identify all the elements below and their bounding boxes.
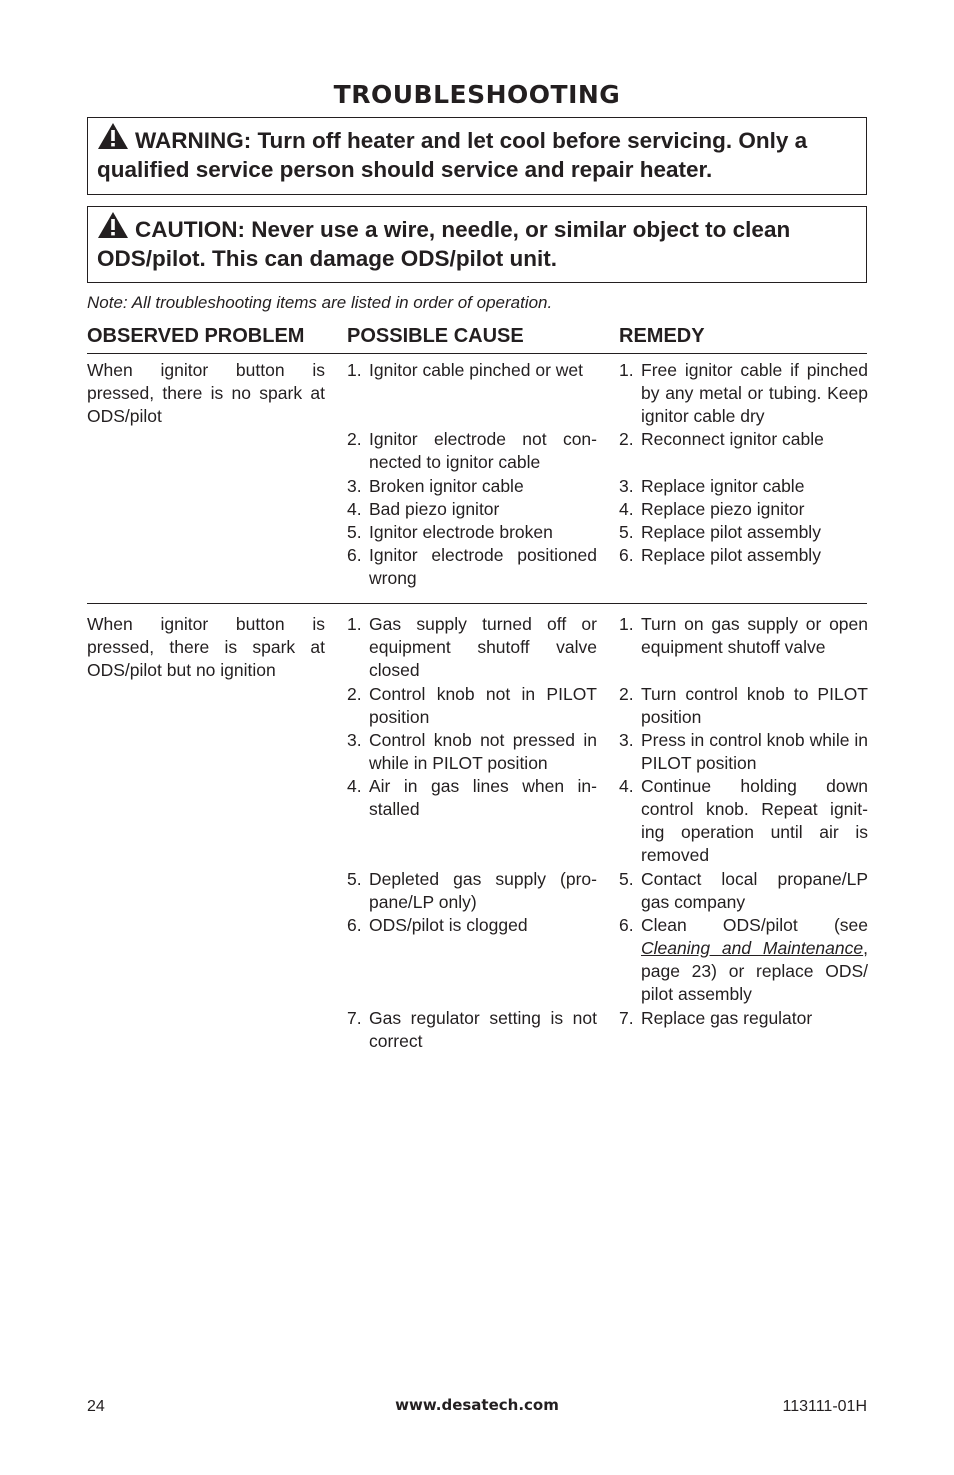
cause-item: 1. Ignitor cable pinched or wet bbox=[347, 360, 584, 380]
remedy-item: 5. Replace pilot assembly bbox=[619, 522, 821, 542]
cause-item: 6. Ignitor electrode positioned wrong bbox=[347, 545, 597, 588]
remedy-item: 6. Replace pilot assembly bbox=[619, 545, 821, 565]
website-link[interactable]: www.desatech.com bbox=[395, 1396, 559, 1414]
problem-cell: When ignitor button is pressed, there is spark at ODS/pilot but no ignition bbox=[87, 614, 325, 680]
warning-text: WARNING: Turn off heater and let cool before servicing. Only a qualified service person should service and repair heater. bbox=[97, 128, 808, 182]
header-remedy: REMEDY bbox=[619, 325, 705, 347]
cause-item: 2. Ignitor electrode not con-nected to ignitor cable bbox=[347, 429, 597, 472]
cleaning-maintenance-reference: Cleaning and Maintenance bbox=[641, 938, 864, 958]
warning-triangle-icon bbox=[97, 122, 129, 156]
cause-item: 2. Control knob not in PILOT position bbox=[347, 684, 597, 727]
header-divider bbox=[87, 353, 867, 354]
cause-item: 1. Gas supply turned off or equipment shutoff valve closed bbox=[347, 614, 597, 680]
cause-item: 7. Gas regulator setting is not correct bbox=[347, 1008, 597, 1051]
caution-text: CAUTION: Never use a wire, needle, or similar object to clean ODS/pilot. This can damage ODS/pilot unit. bbox=[97, 217, 791, 271]
caution-box bbox=[87, 206, 867, 283]
row-divider bbox=[87, 603, 867, 604]
cause-item: 4. Bad piezo ignitor bbox=[347, 499, 500, 519]
note-text: Note: All troubleshooting items are listed in order of operation. bbox=[87, 293, 553, 312]
cause-item: 3. Broken ignitor cable bbox=[347, 476, 524, 496]
cause-item: 3. Control knob not pressed in while in PILOT position bbox=[347, 730, 597, 773]
cause-item: 5. Ignitor electrode broken bbox=[347, 522, 553, 542]
remedy-item: 4. Replace piezo ignitor bbox=[619, 499, 805, 519]
page-number: 24 bbox=[87, 1398, 105, 1415]
document-number: 113111-01H bbox=[782, 1398, 867, 1415]
remedy-item: 1. Free ignitor cable if pinched by any metal or tubing. Keep ignitor cable dry bbox=[619, 360, 868, 426]
page-title: TROUBLESHOOTING bbox=[333, 80, 621, 109]
cause-item: 4. Air in gas lines when in-stalled bbox=[347, 776, 597, 819]
header-observed-problem: OBSERVED PROBLEM bbox=[87, 325, 305, 347]
remedy-item: 2. Turn control knob to PILOT position bbox=[619, 684, 868, 727]
remedy-item: 2. Reconnect ignitor cable bbox=[619, 429, 824, 449]
remedy-item: 7. Replace gas regulator bbox=[619, 1008, 813, 1028]
warning-triangle-icon bbox=[97, 211, 129, 245]
remedy-item: 5. Contact local propane/LP gas company bbox=[619, 869, 868, 912]
remedy-item: 3. Press in control knob while in PILOT position bbox=[619, 730, 868, 773]
remedy-item: 3. Replace ignitor cable bbox=[619, 476, 805, 496]
remedy-item: 4. Continue holding down control knob. Repeat ignit-ing operation until air is removed bbox=[619, 776, 868, 865]
header-possible-cause: POSSIBLE CAUSE bbox=[347, 325, 524, 347]
cause-item: 5. Depleted gas supply (pro-pane/LP only) bbox=[347, 869, 597, 912]
cause-item: 6. ODS/pilot is clogged bbox=[347, 915, 528, 935]
remedy-item: 1. Turn on gas supply or open equipment shutoff valve bbox=[619, 614, 868, 657]
remedy-item: 6. Clean ODS/pilot (see Cleaning and Maintenance, page 23) or replace ODS/ pilot assembly bbox=[619, 915, 868, 1004]
warning-box bbox=[87, 117, 867, 195]
problem-cell: When ignitor button is pressed, there is no spark at ODS/pilot bbox=[87, 360, 325, 426]
